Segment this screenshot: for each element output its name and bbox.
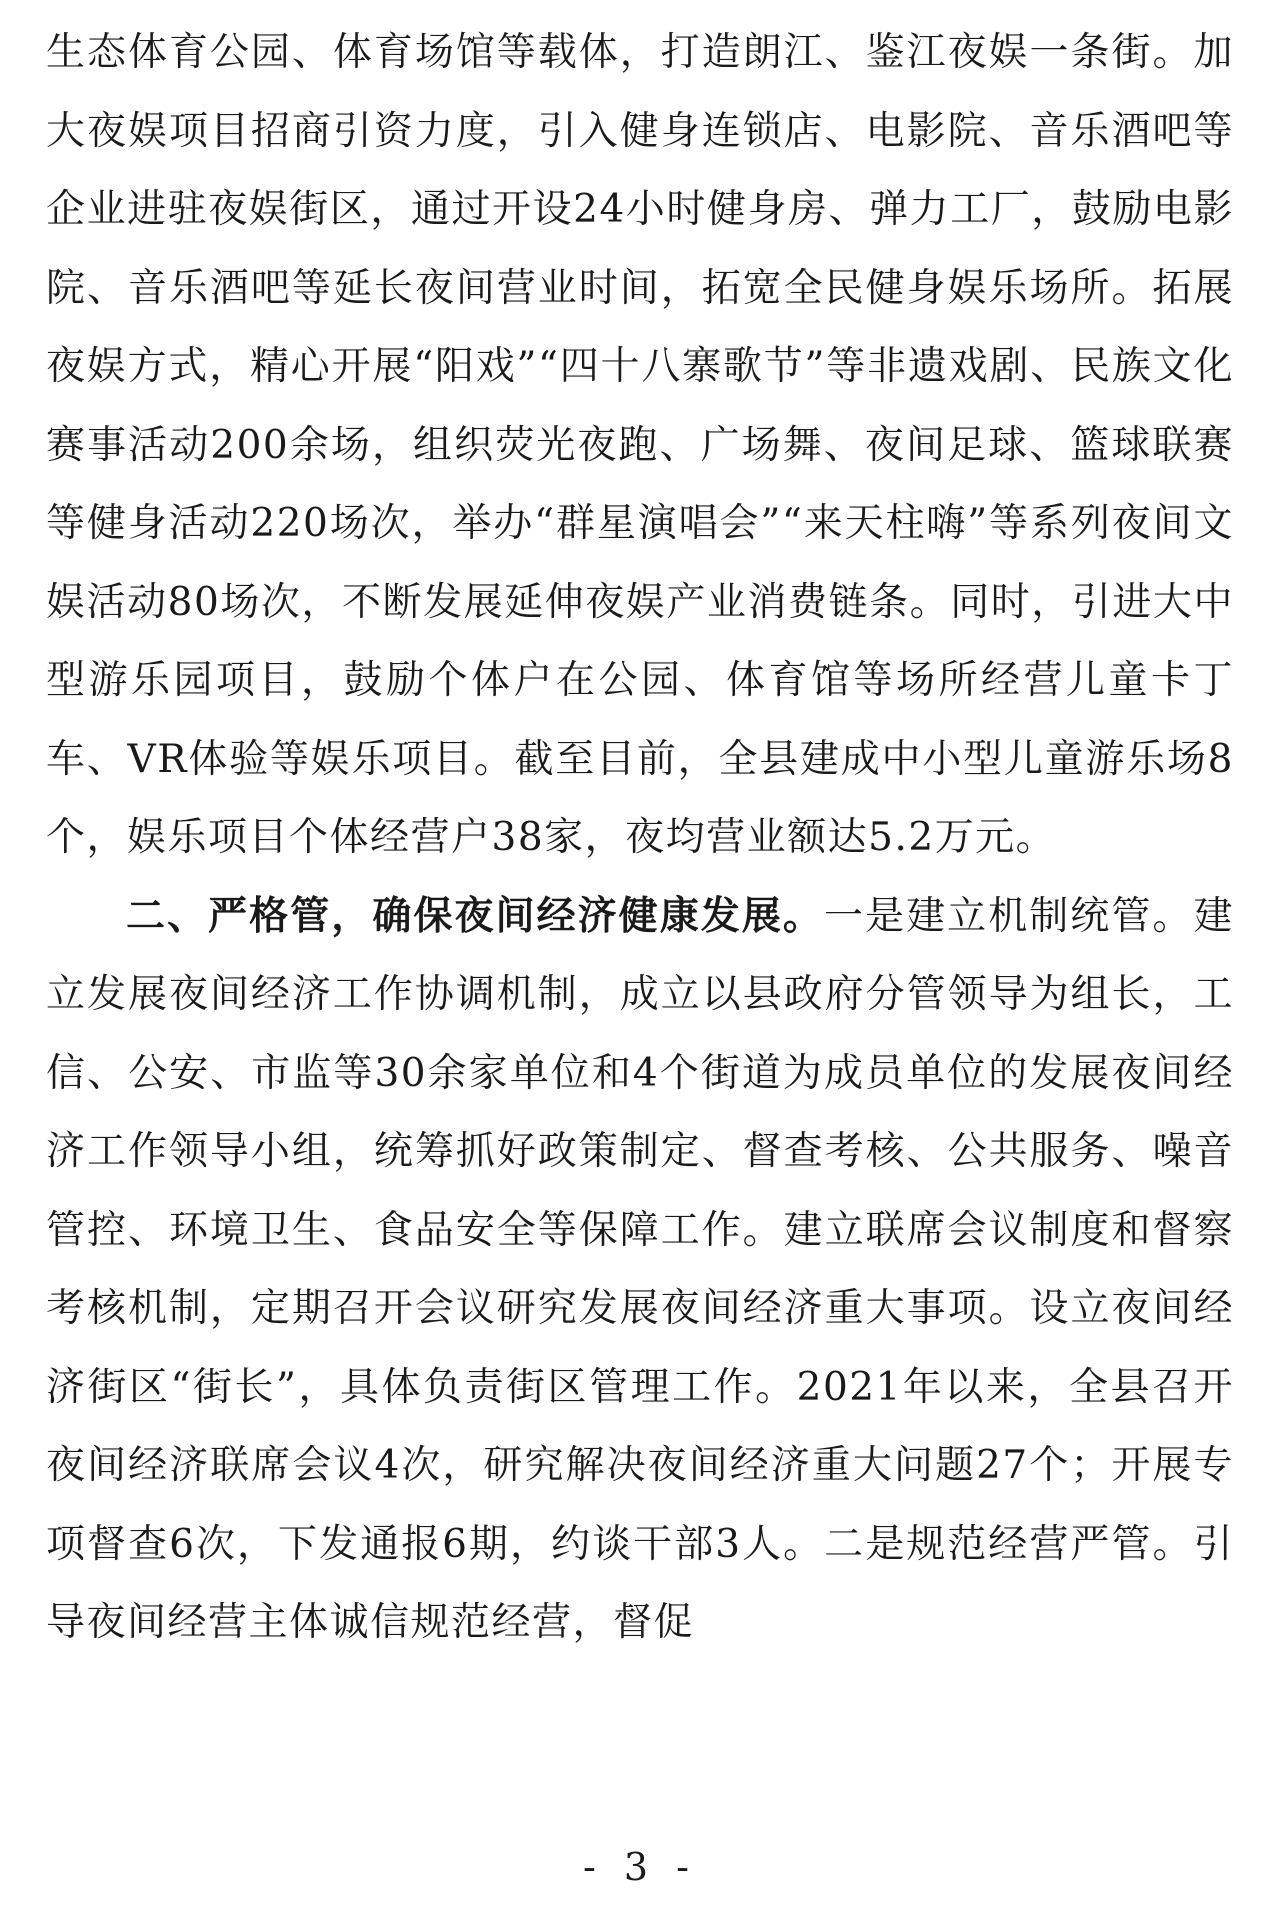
paragraph-2-body: 一是建立机制统管。建立发展夜间经济工作协调机制，成立以县政府分管领导为组长，工信、公安、市监等30余家单位和4个街道为成员单位的发展夜间经济工作领导小组，统筹抓好政策制定、督查考核、公共服务、噪音管控、环境卫生、食品安全等保障工作。建立联席会议制度和督察考核机制，定期召开会议研究发展夜间经济重大事项。设立夜间经济街区“街长”，具体负责街区管理工作。2021年以来，全县召开夜间经济联席会议4次，研究解决夜间经济重大问题27个；开展专项督查6次，下发通报6期，约谈干部3人。二是规范经营严管。引导夜间经营主体诚信规范经营，督促: [46, 893, 1234, 1645]
paragraph-2: [46, 878, 1234, 1663]
page-number: - 3 -: [582, 1845, 697, 1889]
section-heading: 二、严格管，确保夜间经济健康发展。: [126, 893, 824, 939]
document-body: [46, 14, 1234, 1663]
paragraph-1: 生态体育公园、体育场馆等载体，打造朗江、鉴江夜娱一条街。加大夜娱项目招商引资力度，引入健身连锁店、电影院、音乐酒吧等企业进驻夜娱街区，通过开设24小时健身房、弹力工厂，鼓励电影院、音乐酒吧等延长夜间营业时间，拓宽全民健身娱乐场所。拓展夜娱方式，精心开展“阳戏”“四十八寨歌节”等非遗戏剧、民族文化赛事活动200余场，组织荧光夜跑、广场舞、夜间足球、篮球联赛等健身活动220场次，举办“群星演唱会”“来天柱嗨”等系列夜间文娱活动80场次，不断发展延伸夜娱产业消费链条。同时，引进大中型游乐园项目，鼓励个体户在公园、体育馆等场所经营儿童卡丁车、VR体验等娱乐项目。截至目前，全县建成中小型儿童游乐场8个，娱乐项目个体经营户38家，夜均营业额达5.2万元。: [46, 30, 1234, 860]
